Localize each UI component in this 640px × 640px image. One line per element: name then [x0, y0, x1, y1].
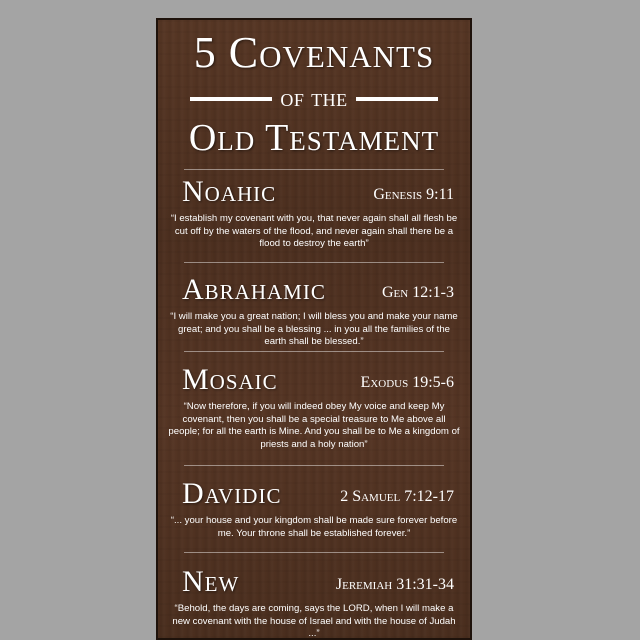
section-divider	[184, 351, 444, 352]
covenant-quote: “I establish my covenant with you, that never again shall all flesh be cut off by the waters of the flood, and never again shall there be a flood to destroy the earth”	[170, 213, 458, 250]
covenant-quote: “I will make you a great nation; I will bless you and make your name great; and you shall be a blessing ... in you all the families of the earth shall be blessed.”	[170, 311, 458, 348]
poster-title-sub: Old Testament	[188, 117, 440, 159]
section-divider	[184, 465, 444, 466]
covenant-section-mosaic	[158, 363, 470, 451]
covenant-reference: Jeremiah 31:31-34	[335, 576, 454, 593]
covenants-poster	[156, 18, 472, 640]
section-divider	[184, 262, 444, 263]
title-divider	[184, 169, 444, 170]
covenant-reference: 2 Samuel 7:12-17	[340, 488, 454, 505]
covenant-header	[158, 565, 470, 600]
covenant-header	[158, 273, 470, 308]
covenant-quote: “... your house and your kingdom shall be made sure forever before me. Your throne shall be established forever.”	[170, 515, 458, 539]
covenant-section-noahic	[158, 175, 470, 251]
covenant-name: Noahic	[182, 175, 277, 208]
covenant-reference: Genesis 9:11	[373, 186, 454, 203]
poster-title-main: 5 Covenants	[193, 28, 435, 77]
covenant-header	[158, 363, 470, 398]
covenant-header	[158, 477, 470, 512]
title-rule-right	[356, 97, 438, 101]
covenant-name: Mosaic	[182, 363, 278, 396]
poster-title-connector	[158, 87, 470, 111]
covenant-section-abrahamic	[158, 273, 470, 349]
covenant-section-new	[158, 565, 470, 640]
section-divider	[184, 552, 444, 553]
covenant-quote: “Behold, the days are coming, says the LORD, when I will make a new covenant with the house of Israel and with the house of Judah ...”	[172, 603, 456, 640]
covenant-reference: Exodus 19:5-6	[360, 374, 454, 391]
covenant-name: Abrahamic	[182, 273, 326, 306]
covenant-reference: Gen 12:1-3	[382, 284, 454, 301]
covenant-header	[158, 175, 470, 210]
poster-content	[158, 20, 470, 638]
title-rule-left	[190, 97, 272, 101]
covenant-quote: “Now therefore, if you will indeed obey My voice and keep My covenant, then you shall be a special treasure to Me above all people; for all the earth is Mine. And you shall be to Me a kingdom of priests and a holy nation”	[168, 401, 460, 450]
covenant-name: Davidic	[182, 477, 282, 510]
poster-title-of-the: of the	[280, 85, 348, 112]
covenant-section-davidic	[158, 477, 470, 540]
covenant-name: New	[182, 565, 240, 598]
